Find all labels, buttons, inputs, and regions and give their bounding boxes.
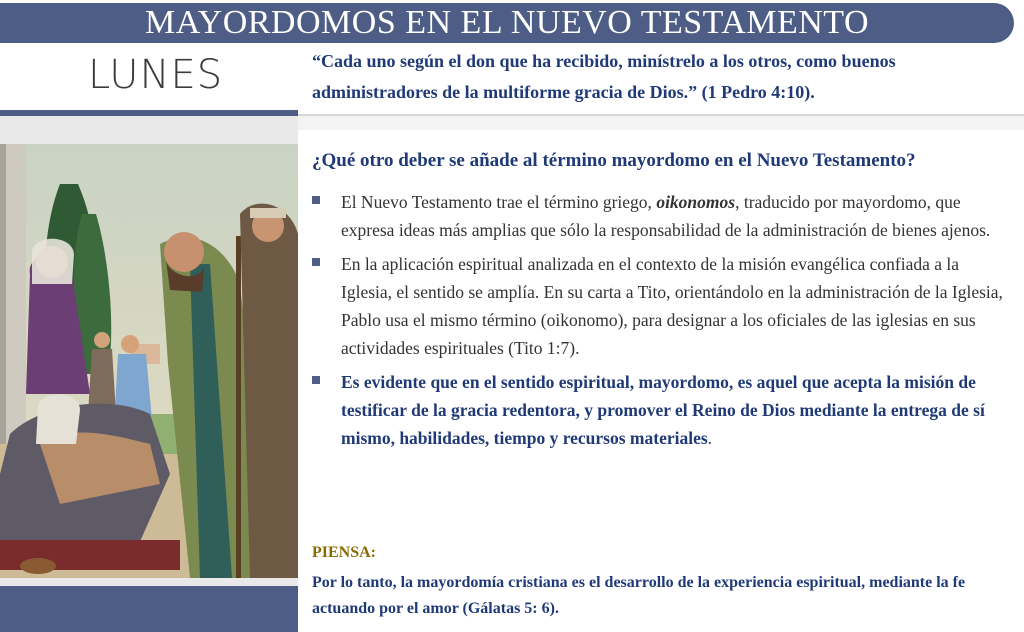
bullet-item-1 bbox=[312, 188, 1004, 244]
bullet-2-text: En la aplicación espiritual analizada en el contexto de la misión evangélica confiada a la Iglesia, el sentido se amplía. En su carta a Tito, orientándolo en la administración de la Iglesia, Pablo usa el mismo término (oikonomo), para designar a los oficiales de las iglesias en sus actividades espirituales (Tito 1:7). bbox=[341, 254, 1003, 358]
bullet-1-term: oikonomos bbox=[656, 192, 736, 212]
bottom-bar bbox=[0, 586, 298, 632]
piensa-text: Por lo tanto, la mayordomía cristiana es el desarrollo de la experiencia espiritual, mediante la fe actuando por el amor (Gálatas 5: 6). bbox=[312, 574, 966, 617]
scripture-quote: “Cada uno según el don que ha recibido, minístrelo a los otros, como buenos administradores de la multiforme gracia de Dios.” (1 Pedro 4:10). bbox=[312, 51, 896, 102]
bullet-item-2 bbox=[312, 250, 1004, 362]
page-title: MAYORDOMOS EN EL NUEVO TESTAMENTO bbox=[144, 4, 870, 41]
biblical-painting-icon bbox=[0, 144, 298, 578]
bullet-3-post: . bbox=[707, 428, 713, 448]
day-label: LUNES bbox=[88, 52, 224, 98]
bullet-1-post: , traducido por mayordomo, que expresa ideas más amplias que sólo la responsabilidad de la administración de bienes ajenos. bbox=[341, 192, 991, 240]
piensa-label: PIENSA: bbox=[312, 544, 377, 561]
bullet-square-icon bbox=[312, 376, 320, 384]
section-question: ¿Qué otro deber se añade al término mayordomo en el Nuevo Testamento? bbox=[312, 150, 916, 171]
bullet-square-icon bbox=[312, 196, 320, 204]
bullet-1-pre: El Nuevo Testamento trae el término griego, bbox=[341, 192, 657, 212]
bullet-square-icon bbox=[312, 258, 320, 266]
bullet-list bbox=[312, 188, 1004, 458]
divider-band bbox=[298, 116, 1024, 130]
bullet-item-3 bbox=[312, 368, 1004, 452]
bullet-3-bold: Es evidente que en el sentido espiritual, mayordomo, es aquel que acepta la misión de testificar de la gracia redentora, y promover el Reino de Dios mediante la entrega de sí mismo, habilidades, tiempo y recursos materiales bbox=[341, 372, 985, 448]
